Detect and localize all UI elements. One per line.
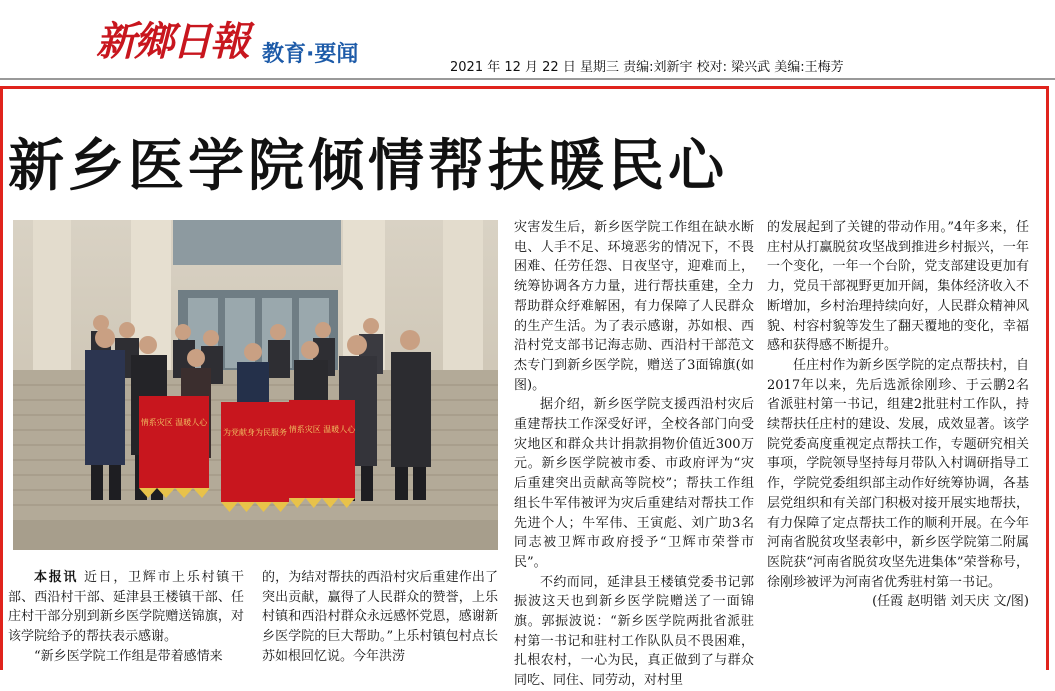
lead-paragraph [8,568,244,647]
paragraph: 任庄村作为新乡医学院的定点帮扶村，自2017年以来，先后选派徐刚珍、于云鹏2名省派驻村第一书记，组建2批驻村工作队，持续帮扶任庄村的建设、发展，成效显著。该学院党委高度重视定点帮扶工作，专题研究相关事项，学院领导坚持每月带队入村调研指导工作，学院党委组织部主动作好统筹协调，各基层党组织和有关部门积极对接开展实地帮扶，有力保障了定点帮扶工作的顺利开展。在今年河南省脱贫攻坚表彰中，新乡医学院第二附属医院获“河南省脱贫攻坚先进集体”荣誉称号，徐刚珍被评为河南省优秀驻村第一书记。 [767,357,1029,590]
section-title: 教育·要闻 [262,42,359,67]
silk-banner-1 [139,396,210,498]
article-photo [13,220,498,550]
article-column-3 [514,218,754,691]
paragraph: 灾害发生后，新乡医学院工作组在缺水断电、人手不足、环境恶劣的情况下，不畏困难、任劳任怨、日夜坚守，迎难而上，统筹协调各方力量，进行帮扶重建，全力帮助群众纾难解困，有力保障了人民群众的生产生活。为了表示感谢，苏如根、西沿村党支部书记海志勋、西沿村干部范文杰专门到新乡医学院，赠送了3面锦旗(如图)。 [514,220,754,393]
dateline: 2021 年 12 月 22 日 星期三 责编:刘新宇 校对: 梁兴武 美编:王梅芳 [450,60,844,75]
group-photo-illustration [13,220,498,550]
masthead [0,0,1055,78]
silk-banner-2 [221,402,289,512]
masthead-divider [0,78,1055,80]
paragraph: 的，为结对帮扶的西沿村灾后重建作出了突出贡献，赢得了人民群众的赞誉，上乐村镇和西沿村群众永远感怀党恩，感谢新乡医学院的巨大帮助。”上乐村镇包村点长苏如根回忆说。今年洪涝 [262,570,498,664]
paragraph: “新乡医学院工作组是带着感情来 [34,648,223,664]
article-column-1 [8,568,244,667]
banner-1-text: 情系灾区 温暖人心 [140,418,208,427]
headline: 新乡医学院倾情帮扶暖民心 [8,134,728,199]
newspaper-logo: 新鄉日報 [96,18,248,65]
paragraph: 据介绍，新乡医学院支援西沿村灾后重建帮扶工作深受好评，全校各部门向受灾地区和群众共计捐款捐物价值近300万元。新乡医学院被市委、市政府评为“灾后重建突出贡献高等院校”；帮扶工作组组长牛军伟被评为灾后重建结对帮扶工作先进个人；牛军伟、王寅彪、刘广助3名同志被卫辉市政府授予“卫辉市荣誉市民”。 [514,397,754,570]
banner-3-text: 情系灾区 温暖人心 [288,425,356,434]
paragraph: 的发展起到了关键的带动作用。”4年多来，任庄村从打赢脱贫攻坚战到推进乡村振兴，一年一个变化，一年一个台阶，党支部建设更加有力，党员干部视野更加开阔，集体经济收入不断增加，乡村治理持续向好，人民群众精神风貌、村容村貌等发生了翻天覆地的变化，幸福感和获得感不断提升。 [767,220,1029,354]
silk-banner-3 [289,400,357,508]
paragraph: 不约而同，延津县王楼镇党委书记郭振波这天也到新乡医学院赠送了一面锦旗。郭振波说：“新乡医学院两批省派驻村第一书记和驻村工作队队员不畏困难，扎根农村，一心为民，真正做到了与群众同吃、同住、同劳动，对村里 [514,574,754,689]
article-column-4 [767,218,1029,612]
banner-2-text: 为党献身为民服务 [223,428,287,437]
lead-label: 本报讯 [34,570,79,585]
article-column-2 [262,568,498,667]
byline: (任霞 赵明锴 刘天庆 文/图) [872,594,1029,610]
lead-text: 近日，卫辉市上乐村镇干部、西沿村干部、延津县王楼镇干部、任庄村干部分别到新乡医学院赠送锦旗，对该学院给予的帮扶表示感谢。 [8,570,244,645]
